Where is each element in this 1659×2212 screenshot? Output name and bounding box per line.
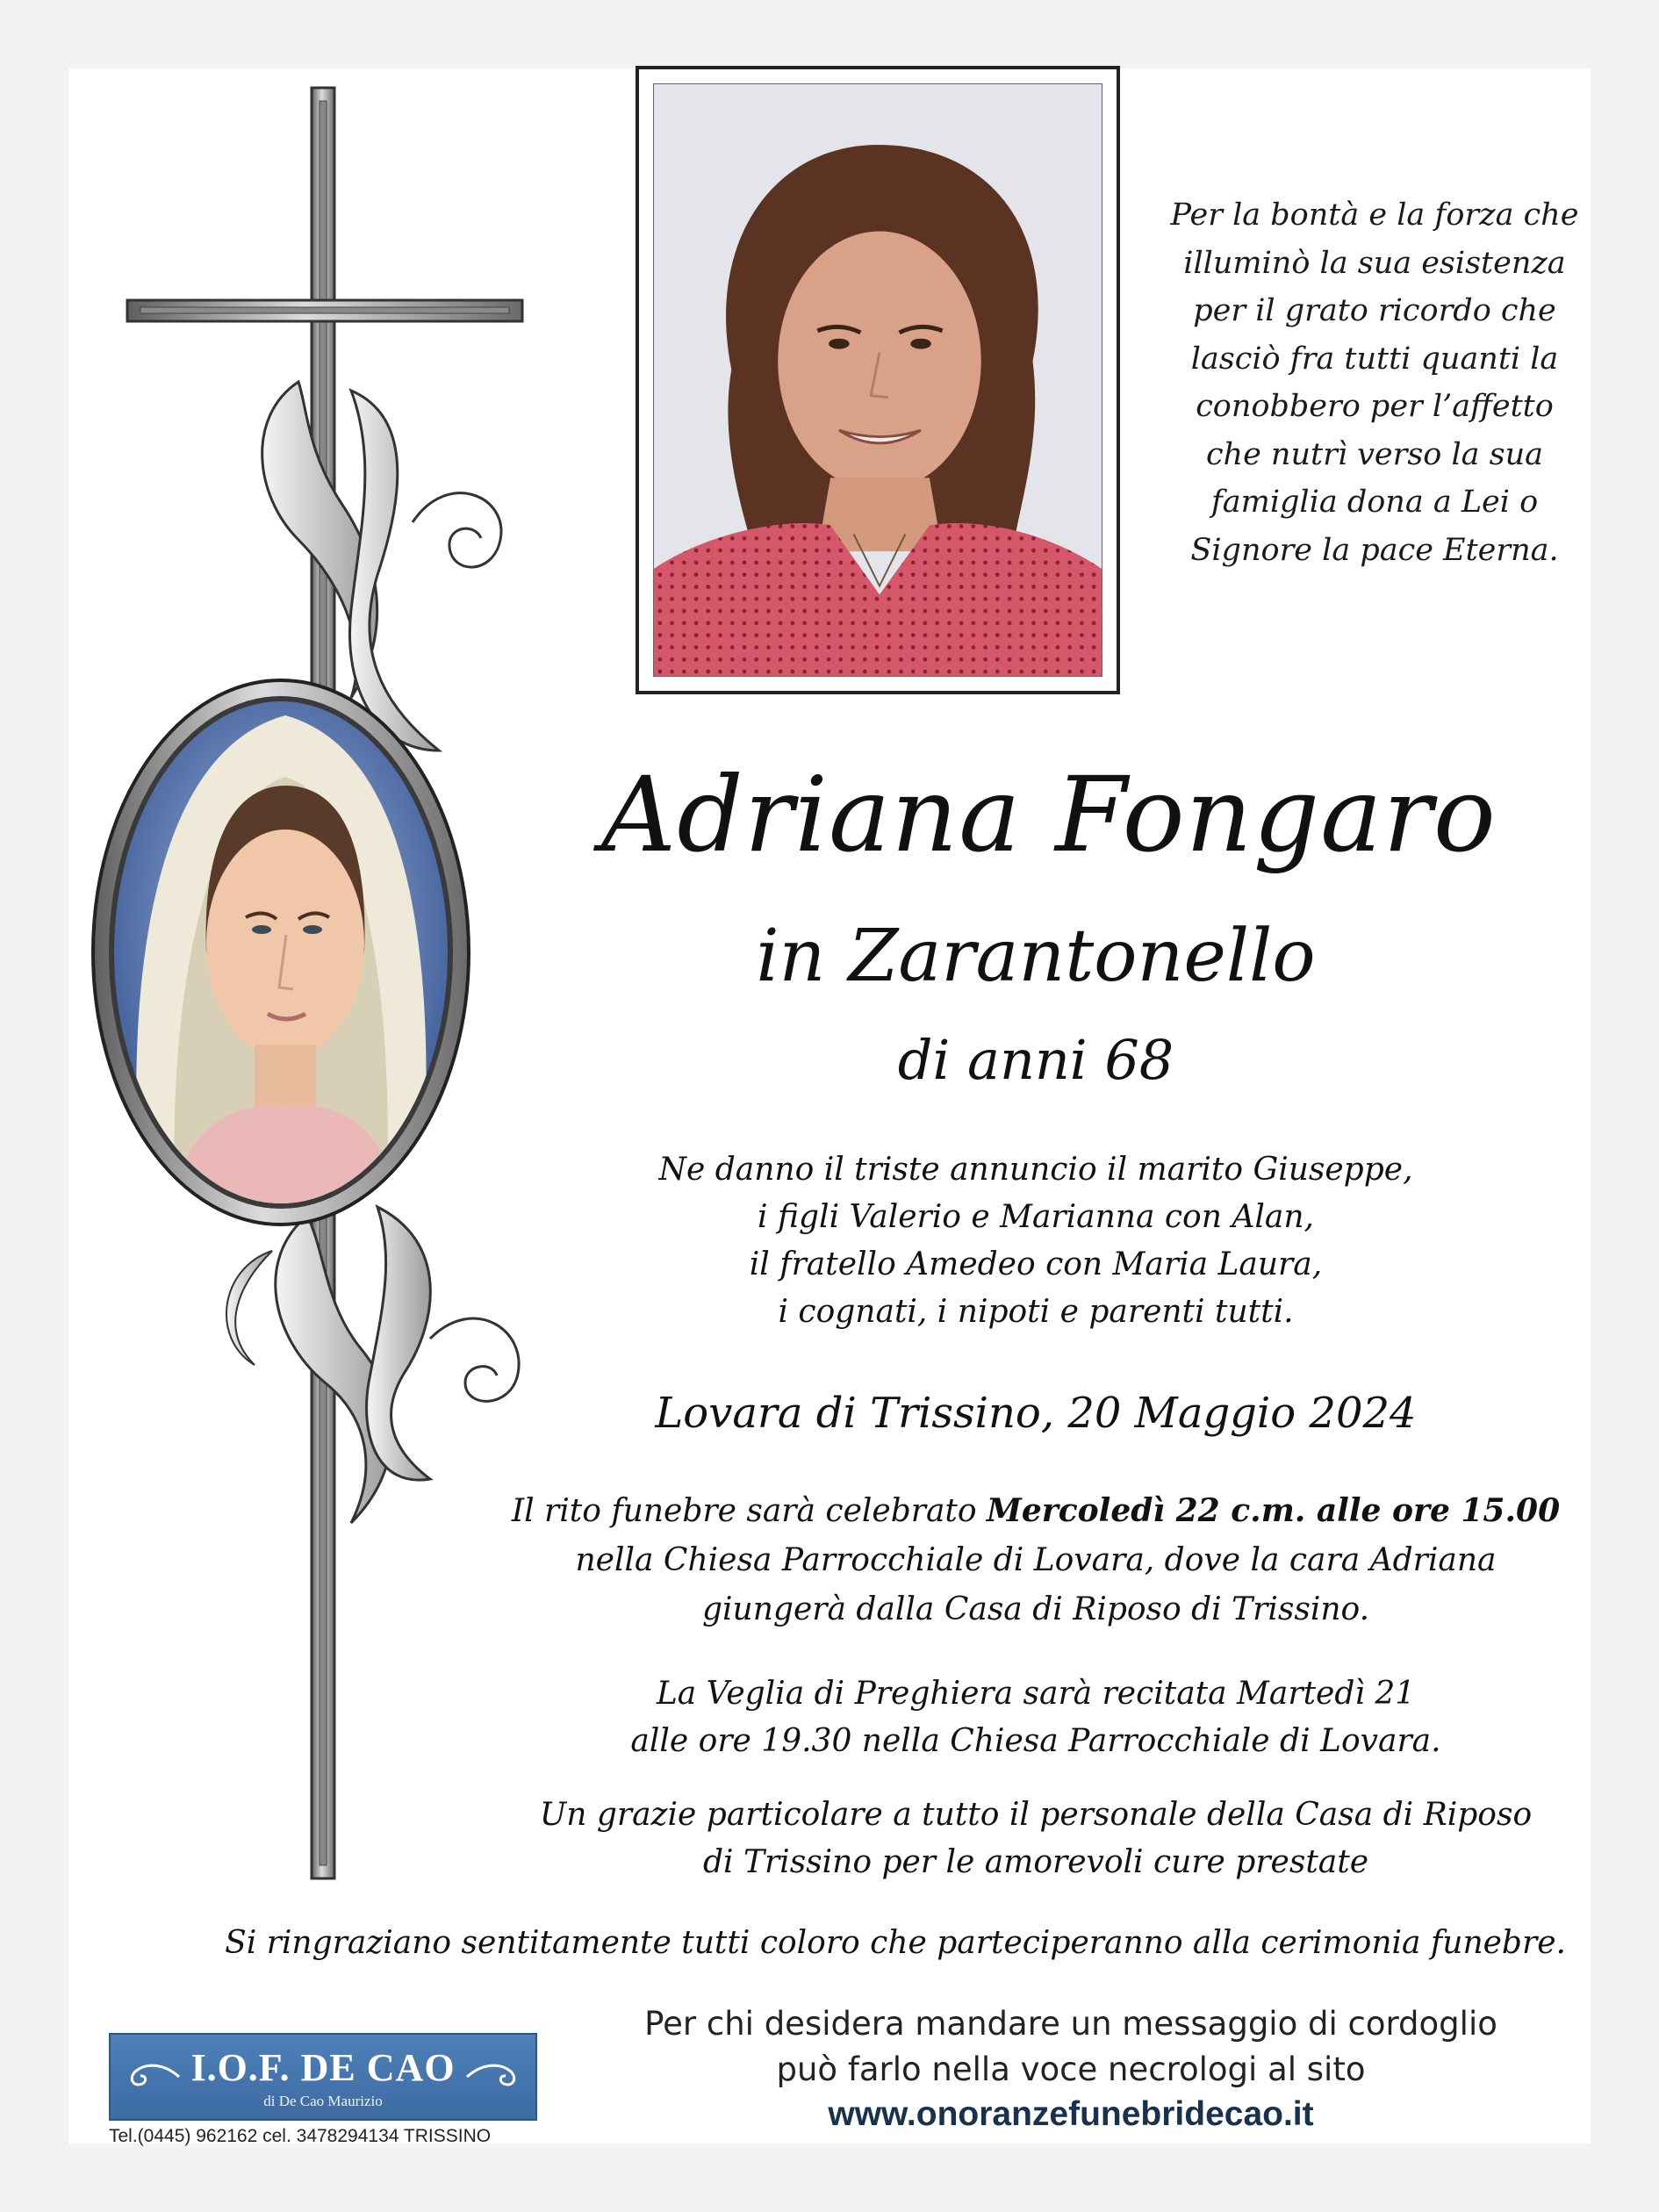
place-date: Lovara di Trissino, 20 Maggio 2024 [655,1389,1417,1438]
rite-line-2: nella Chiesa Parrocchiale di Lovara, dove la cara Adriana [575,1542,1497,1578]
dedication-line: che nutrì verso la sua [1205,436,1544,472]
announcement-line: il fratello Amedeo con Maria Laura, [749,1246,1323,1282]
announcement-line: Ne danno il triste annuncio il marito Giuseppe, [658,1152,1413,1188]
vigil-line: alle ore 19.30 nella Chiesa Parrocchiale di Lovara. [630,1723,1441,1759]
rite-datetime: Mercoledì 22 c.m. alle ore 15.00 [987,1492,1561,1529]
dedication-text [1150,191,1599,574]
thanks-all-text: Si ringraziano sentitamente tutti coloro che parteciperanno alla cerimonia funebre. [225,1925,1566,1961]
condolence-note [562,2001,1580,2093]
vigil-line: La Veglia di Preghiera sarà recitata Martedì 21 [656,1676,1416,1712]
dedication-line: per il grato ricordo che [1193,293,1556,328]
dedication-line: famiglia dona a Lei o [1210,485,1539,520]
funeral-home-logo [109,2033,537,2121]
website-link[interactable]: www.onoranzefunebridecao.it [828,2095,1314,2133]
announcement-line: i cognati, i nipoti e parenti tutti. [778,1294,1294,1330]
married-name: in Zarantonello [756,915,1316,998]
announcement-line: i figli Valerio e Marianna con Alan, [758,1199,1314,1235]
announcement-text [492,1146,1580,1336]
logo-name: I.O.F. DE CAO [190,2046,456,2089]
dedication-line: conobbero per l’affetto [1196,389,1554,424]
deceased-name: Adriana Fongaro [601,754,1497,875]
dedication-line: Signore la pace Eterna. [1190,532,1559,568]
thanks-staff-line: Un grazie particolare a tutto il personale della Casa di Riposo [539,1797,1533,1833]
deceased-photo-frame [636,66,1120,694]
thanks-staff-text [439,1792,1633,1886]
funeral-home-contact: Tel.(0445) 962162 cel. 3478294134 TRISSINO [109,2126,492,2146]
dedication-line: illuminò la sua esistenza [1183,245,1566,281]
vigil-text [492,1670,1580,1765]
condolence-line: può farlo nella voce necrologi al sito [776,2050,1366,2088]
logo-subtitle: di De Cao Maurizio [263,2093,383,2109]
rite-line-1 [439,1486,1633,1536]
dedication-line: Per la bontà e la forza che [1170,198,1579,233]
rite-line-3: giungerà dalla Casa di Riposo di Trissino. [701,1591,1370,1627]
rite-line-1-start: Il rito funebre sarà celebrato [511,1493,987,1529]
thanks-staff-line: di Trissino per le amorevoli cure prestate [702,1844,1369,1880]
deceased-age: di anni 68 [897,1028,1174,1092]
dedication-line: lasciò fra tutti quanti la [1190,341,1559,377]
deceased-photo [653,83,1102,677]
funeral-rite-text [439,1486,1633,1634]
condolence-line: Per chi desidera mandare un messaggio di cordoglio [644,2005,1497,2043]
